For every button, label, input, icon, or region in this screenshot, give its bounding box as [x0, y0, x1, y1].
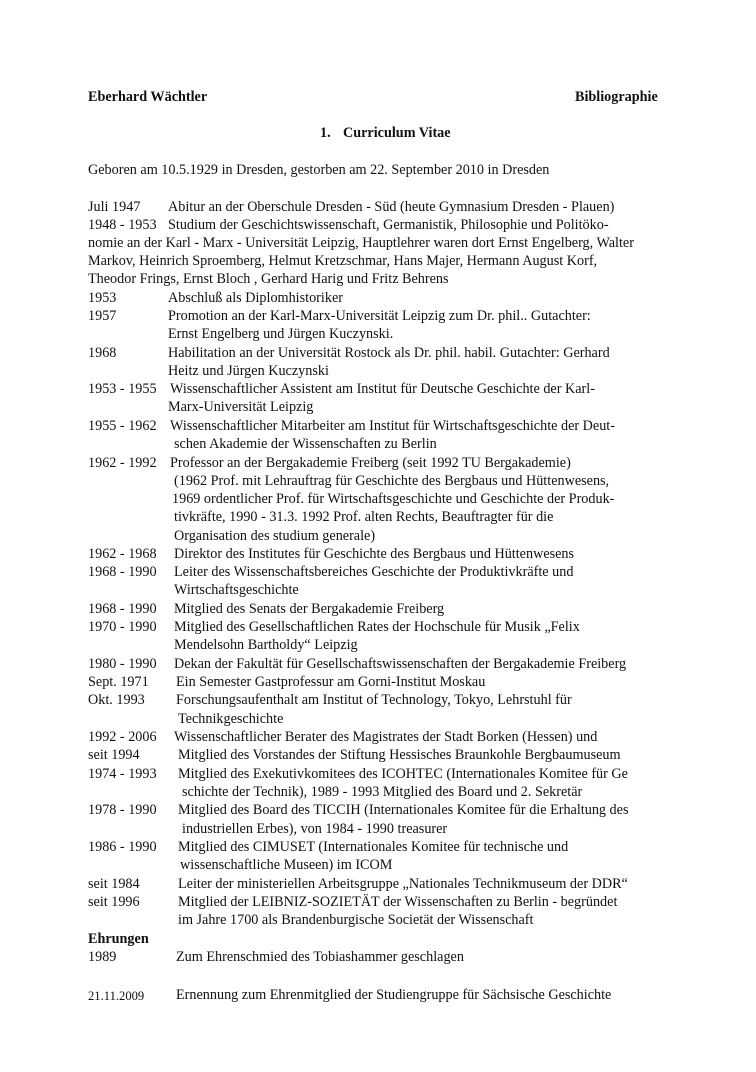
- cv-entry-text: Leiter des Wissenschaftsbereiches Geschichte der Produktivkräfte und: [174, 564, 574, 580]
- honor-text: Ernennung zum Ehrenmitglied der Studiengruppe für Sächsische Geschichte: [176, 987, 612, 1003]
- cv-entry-date: 1962 - 1968: [88, 546, 157, 562]
- cv-entry-text: industriellen Erbes), von 1984 - 1990 treasurer: [182, 821, 448, 837]
- cv-entry-text: Mitglied des Senats der Bergakademie Freiberg: [174, 601, 445, 617]
- cv-entry-date: 1970 - 1990: [88, 619, 157, 635]
- cv-entry-date: 1968 - 1990: [88, 564, 157, 580]
- cv-entry-date: 1953: [88, 290, 117, 306]
- cv-entry-text: Mitglied des CIMUSET (Internationales Komitee für technische und: [178, 839, 569, 855]
- cv-entry-text: Ernst Engelberg und Jürgen Kuczynski.: [168, 326, 394, 342]
- cv-entry-text: Studium der Geschichtswissenschaft, Germanistik, Philosophie und Politöko-: [168, 217, 609, 233]
- cv-entry-text: nomie an der Karl - Marx - Universität Leipzig, Hauptlehrer waren dort Ernst Engelberg, Walter: [88, 235, 634, 251]
- honor-text: Zum Ehrenschmied des Tobiashammer geschlagen: [176, 949, 464, 965]
- honor-date: 1989: [88, 949, 117, 965]
- cv-entry-date: 1968: [88, 345, 117, 361]
- cv-entry-text: Ein Semester Gastprofessur am Gorni-Institut Moskau: [176, 674, 486, 690]
- cv-entry-date: 1957: [88, 308, 117, 324]
- cv-entry-text: Abschluß als Diplomhistoriker: [168, 290, 343, 306]
- cv-entry-text: schichte der Technik), 1989 - 1993 Mitglied des Board und 2. Sekretär: [182, 784, 583, 800]
- cv-entry-date: 1980 - 1990: [88, 656, 157, 672]
- cv-entry-text: Markov, Heinrich Sproemberg, Helmut Kretzschmar, Hans Majer, Hermann August Korf,: [88, 253, 598, 269]
- cv-entry-text: Professor an der Bergakademie Freiberg (seit 1992 TU Bergakademie): [170, 455, 571, 471]
- cv-entry-date: 1948 - 1953: [88, 217, 157, 233]
- cv-entry-text: Forschungsaufenthalt am Institut of Technology, Tokyo, Lehrstuhl für: [176, 692, 572, 708]
- honors-heading: Ehrungen: [88, 931, 149, 947]
- cv-entry-text: Mitglied des Vorstandes der Stiftung Hessisches Braunkohle Bergbaumuseum: [178, 747, 621, 763]
- cv-entry-text: Mitglied des Exekutivkomitees des ICOHTEC (Internationales Komitee für Ge: [178, 766, 628, 782]
- cv-entry-date: 1974 - 1993: [88, 766, 157, 782]
- cv-entry-text: Mitglied des Gesellschaftlichen Rates der Hochschule für Musik „Felix: [174, 619, 580, 635]
- cv-entry-text: Wirtschaftsgeschichte: [174, 582, 299, 598]
- cv-entry-date: Juli 1947: [88, 199, 141, 215]
- cv-entry-text: Mendelsohn Bartholdy“ Leipzig: [174, 637, 358, 653]
- birth-death-line: Geboren am 10.5.1929 in Dresden, gestorben am 22. September 2010 in Dresden: [88, 162, 550, 178]
- cv-entry-text: tivkräfte, 1990 - 31.3. 1992 Prof. alten Rechts, Beauftragter für die: [174, 509, 554, 525]
- cv-entry-text: Mitglied des Board des TICCIH (Internationales Komitee für die Erhaltung des: [178, 802, 629, 818]
- document-type: Bibliographie: [575, 89, 658, 105]
- cv-entry-text: Dekan der Fakultät für Gesellschaftswissenschaften der Bergakademie Freiberg: [174, 656, 627, 672]
- cv-entry-text: Wissenschaftlicher Mitarbeiter am Institut für Wirtschaftsgeschichte der Deut-: [170, 418, 615, 434]
- cv-entry-text: Heitz und Jürgen Kuczynski: [168, 363, 329, 379]
- cv-entry-date: 1953 - 1955: [88, 381, 157, 397]
- cv-entry-text: Wissenschaftlicher Berater des Magistrates der Stadt Borken (Hessen) und: [174, 729, 598, 745]
- cv-entry-date: 1962 - 1992: [88, 455, 157, 471]
- section-number: 1.: [320, 125, 331, 141]
- cv-entry-date: seit 1994: [88, 747, 140, 763]
- cv-entry-date: seit 1984: [88, 876, 140, 892]
- cv-entry-text: wissenschaftliche Museen) im ICOM: [180, 857, 393, 873]
- cv-entry-date: seit 1996: [88, 894, 140, 910]
- cv-entry-text: Promotion an der Karl-Marx-Universität Leipzig zum Dr. phil.. Gutachter:: [168, 308, 591, 324]
- cv-entry-date: 1986 - 1990: [88, 839, 157, 855]
- cv-entry-text: im Jahre 1700 als Brandenburgische Societät der Wissenschaft: [178, 912, 534, 928]
- cv-entry-text: (1962 Prof. mit Lehrauftrag für Geschichte des Bergbaus und Hüttenwesens,: [174, 473, 610, 489]
- cv-entry-date: 1978 - 1990: [88, 802, 157, 818]
- cv-entry-date: 1968 - 1990: [88, 601, 157, 617]
- author-name: Eberhard Wächtler: [88, 89, 208, 105]
- cv-entry-date: 1992 - 2006: [88, 729, 157, 745]
- cv-entry-text: Technikgeschichte: [178, 711, 284, 727]
- cv-entry-text: Leiter der ministeriellen Arbeitsgruppe „Nationales Technikmuseum der DDR“: [178, 876, 628, 892]
- honor-date: 21.11.2009: [88, 989, 145, 1003]
- cv-entry-text: Theodor Frings, Ernst Bloch , Gerhard Harig und Fritz Behrens: [88, 271, 449, 287]
- cv-entry-date: 1955 - 1962: [88, 418, 157, 434]
- cv-entry-date: Okt. 1993: [88, 692, 145, 708]
- cv-entry-text: Direktor des Institutes für Geschichte des Bergbaus und Hüttenwesens: [174, 546, 575, 562]
- cv-entry-text: Abitur an der Oberschule Dresden - Süd (heute Gymnasium Dresden - Plauen): [168, 199, 615, 215]
- cv-entry-text: Organisation des studium generale): [174, 528, 376, 544]
- cv-entry-date: Sept. 1971: [88, 674, 149, 690]
- cv-entry-text: Marx-Universität Leipzig: [168, 399, 314, 415]
- cv-entry-text: 1969 ordentlicher Prof. für Wirtschaftsgeschichte und Geschichte der Produk-: [172, 491, 615, 507]
- cv-entry-text: Wissenschaftlicher Assistent am Institut für Deutsche Geschichte der Karl-: [170, 381, 595, 397]
- cv-entry-text: Habilitation an der Universität Rostock als Dr. phil. habil. Gutachter: Gerhard: [168, 345, 610, 361]
- section-title: Curriculum Vitae: [343, 125, 451, 141]
- cv-entry-text: Mitglied der LEIBNIZ-SOZIETÄT der Wissenschaften zu Berlin - begründet: [178, 894, 618, 910]
- cv-entry-text: schen Akademie der Wissenschaften zu Berlin: [174, 436, 437, 452]
